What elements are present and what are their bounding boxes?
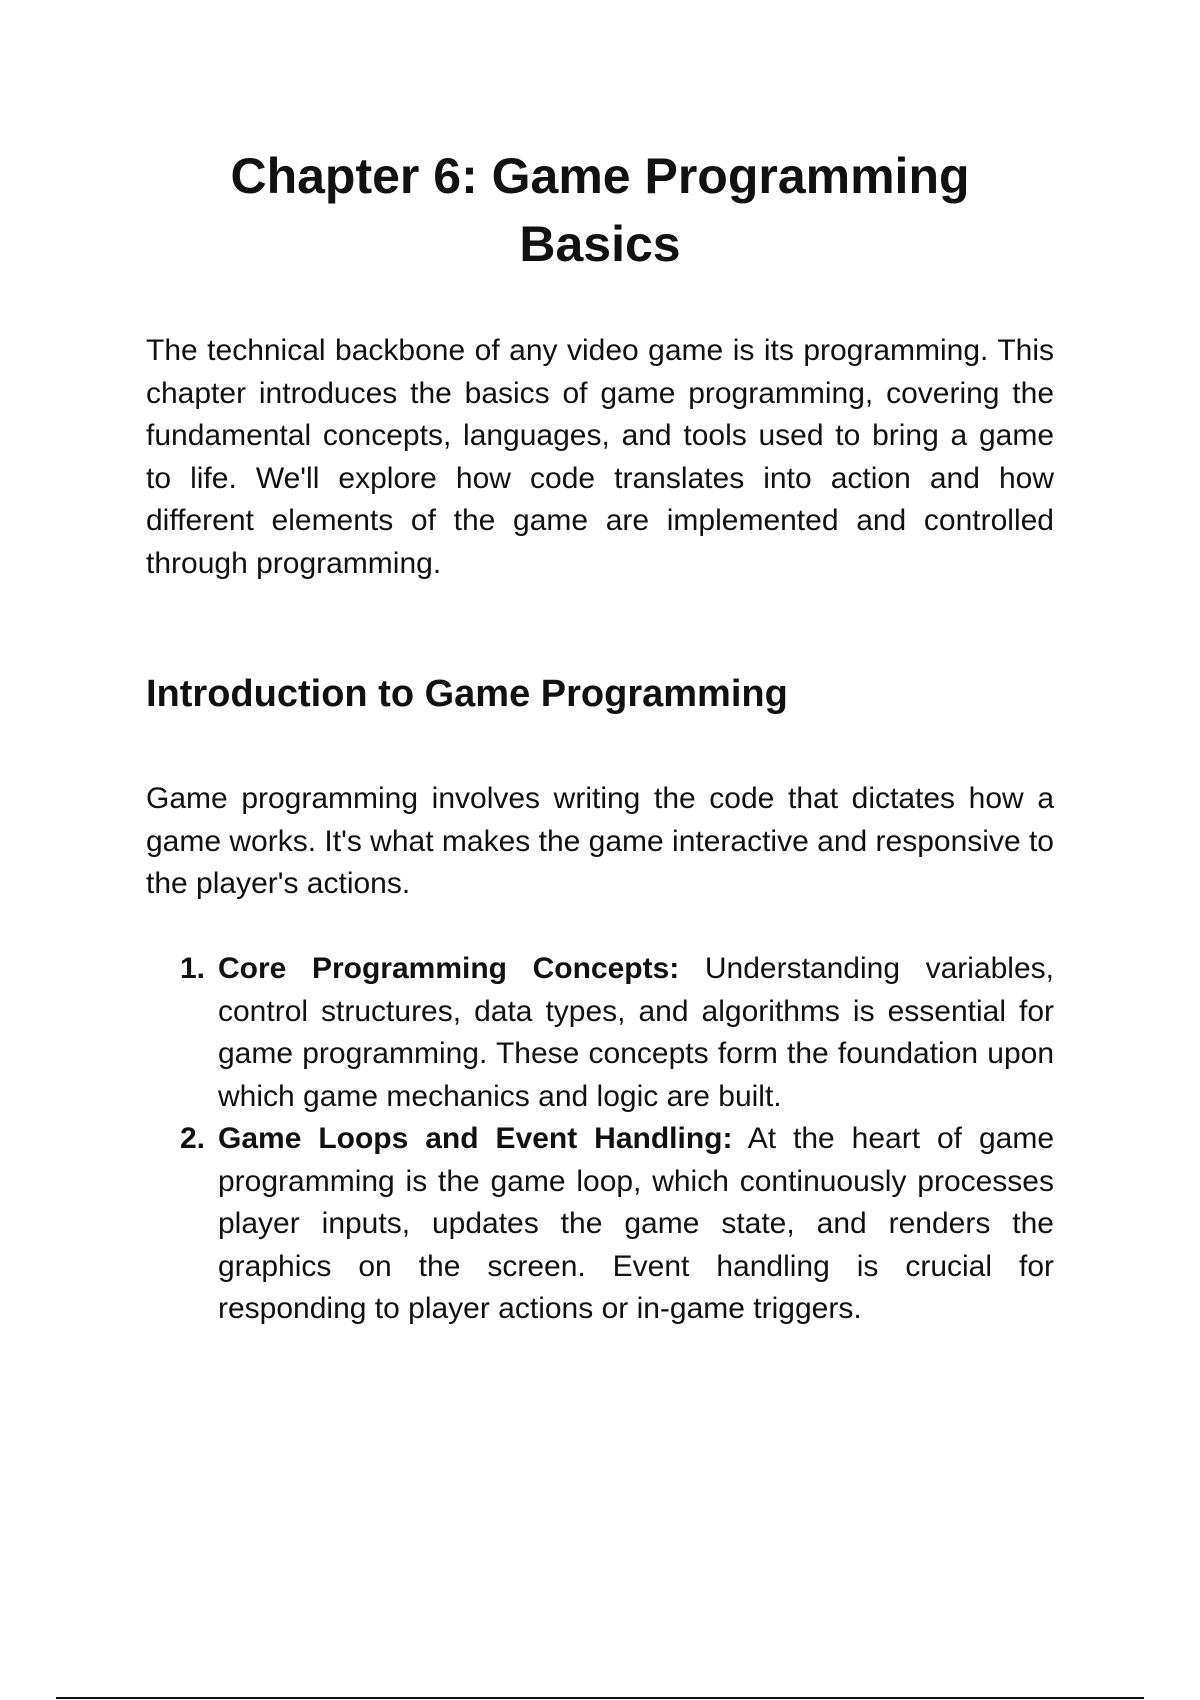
list-item-number: 1. bbox=[180, 952, 206, 985]
list-item bbox=[180, 1118, 1055, 1331]
list-item bbox=[180, 948, 1054, 1118]
list-item-term: Game Loops and Event Handling: bbox=[218, 1122, 733, 1155]
footer-divider bbox=[56, 1697, 1144, 1699]
section-paragraph: Game programming involves writing the code that dictates how a game works. It's what makes the game interactive and responsive to the player's actions. bbox=[146, 782, 1054, 900]
section-heading: Introduction to Game Programming bbox=[146, 673, 788, 715]
list-item-number: 2. bbox=[180, 1122, 206, 1155]
concept-list bbox=[180, 948, 1055, 1331]
list-item-text: At the heart of game programming is the game loop, which continuously processes player inputs, updates the game state, and renders the graphics on the screen. Event handling is crucial for responding to player actions or in-game triggers. bbox=[218, 1122, 1055, 1325]
list-item-term: Core Programming Concepts: bbox=[218, 952, 680, 985]
chapter-title: Chapter 6: Game Programming Basics bbox=[230, 148, 970, 272]
list-item-text: Understanding variables, control structures, data types, and algorithms is essential for game programming. These concepts form the foundation upon which game mechanics and logic are built. bbox=[218, 952, 1054, 1113]
chapter-intro-paragraph: The technical backbone of any video game is its programming. This chapter introduces the basics of game programming, covering the fundamental concepts, languages, and tools used to bring a game to life. We'll explore how code translates into action and how different elements of the game are implemented and controlled through programming. bbox=[146, 334, 1054, 580]
